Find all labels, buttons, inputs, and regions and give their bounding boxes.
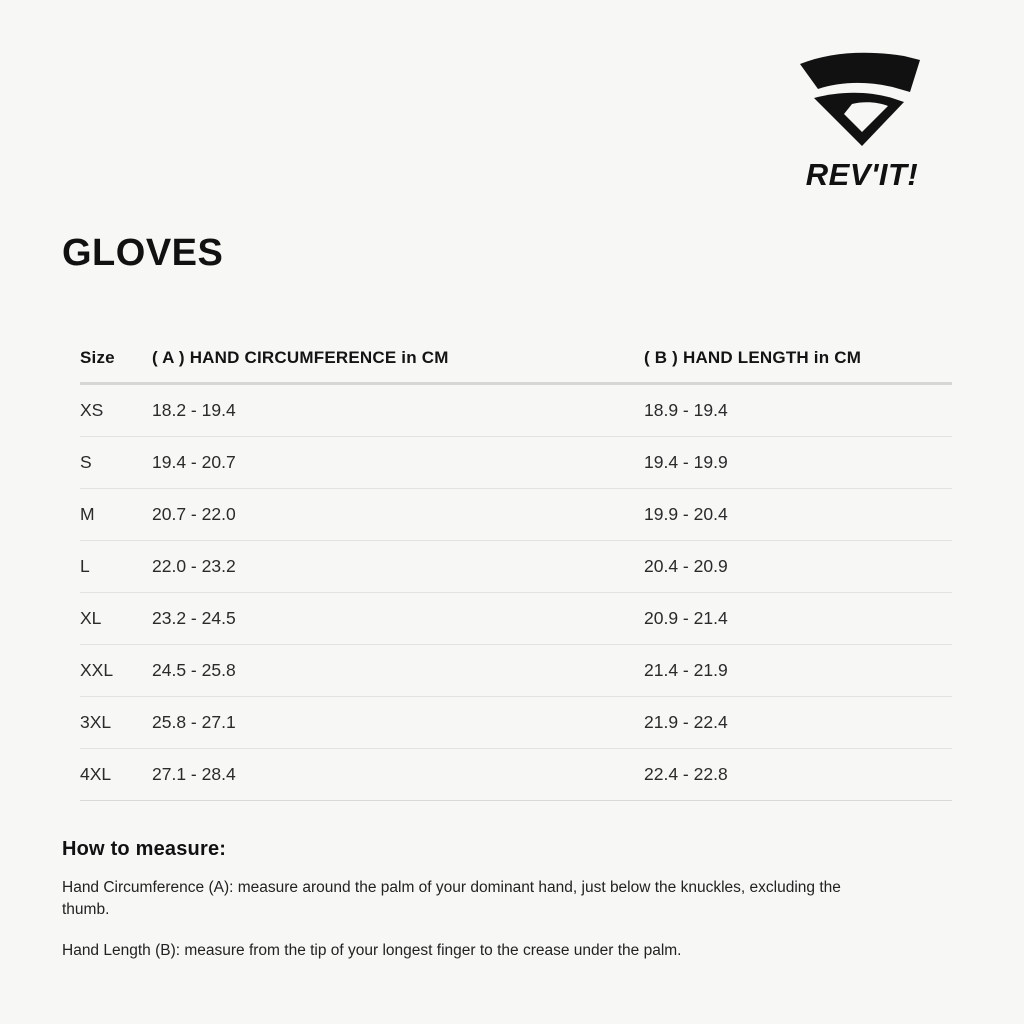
cell-size: XXL [80,645,152,697]
cell-hand-circumference: 23.2 - 24.5 [152,593,644,645]
page-title: GLOVES [62,232,224,274]
cell-hand-length: 21.9 - 22.4 [644,697,952,749]
column-header-size: Size [80,348,115,367]
table-row [80,749,952,801]
table-row [80,541,952,593]
cell-hand-circumference: 20.7 - 22.0 [152,489,644,541]
brand-wordmark: REV'IT! [805,157,919,192]
cell-hand-length: 20.9 - 21.4 [644,593,952,645]
table-row [80,489,952,541]
brand-logo [762,48,962,190]
table-header [80,348,952,384]
revit-shield-icon [762,48,962,153]
cell-size: 4XL [80,749,152,801]
cell-size: XS [80,384,152,437]
table-body [80,384,952,801]
how-to-measure-paragraph-circumference: Hand Circumference (A): measure around the palm of your dominant hand, just below the knuckles, excluding the thumb. [62,879,841,919]
cell-hand-circumference: 27.1 - 28.4 [152,749,644,801]
cell-size: L [80,541,152,593]
table-row [80,384,952,437]
cell-hand-circumference: 24.5 - 25.8 [152,645,644,697]
cell-hand-circumference: 22.0 - 23.2 [152,541,644,593]
cell-size: 3XL [80,697,152,749]
table-row [80,697,952,749]
cell-hand-length: 18.9 - 19.4 [644,384,952,437]
cell-hand-length: 20.4 - 20.9 [644,541,952,593]
table-row [80,645,952,697]
cell-size: S [80,437,152,489]
size-table [80,348,952,801]
how-to-measure-heading: How to measure: [62,838,227,860]
cell-hand-length: 21.4 - 21.9 [644,645,952,697]
table-header-row [80,348,952,384]
cell-hand-circumference: 19.4 - 20.7 [152,437,644,489]
cell-hand-length: 19.4 - 19.9 [644,437,952,489]
table-row [80,437,952,489]
how-to-measure-section [62,838,862,962]
cell-size: M [80,489,152,541]
cell-size: XL [80,593,152,645]
cell-hand-length: 19.9 - 20.4 [644,489,952,541]
column-header-hand-length: ( B ) HAND LENGTH in CM [644,348,862,367]
cell-hand-circumference: 18.2 - 19.4 [152,384,644,437]
column-header-hand-circumference: ( A ) HAND CIRCUMFERENCE in CM [152,348,449,367]
cell-hand-length: 22.4 - 22.8 [644,749,952,801]
cell-hand-circumference: 25.8 - 27.1 [152,697,644,749]
table-row [80,593,952,645]
size-table-container [80,348,952,801]
how-to-measure-paragraph-length: Hand Length (B): measure from the tip of your longest finger to the crease under the palm. [62,941,682,959]
